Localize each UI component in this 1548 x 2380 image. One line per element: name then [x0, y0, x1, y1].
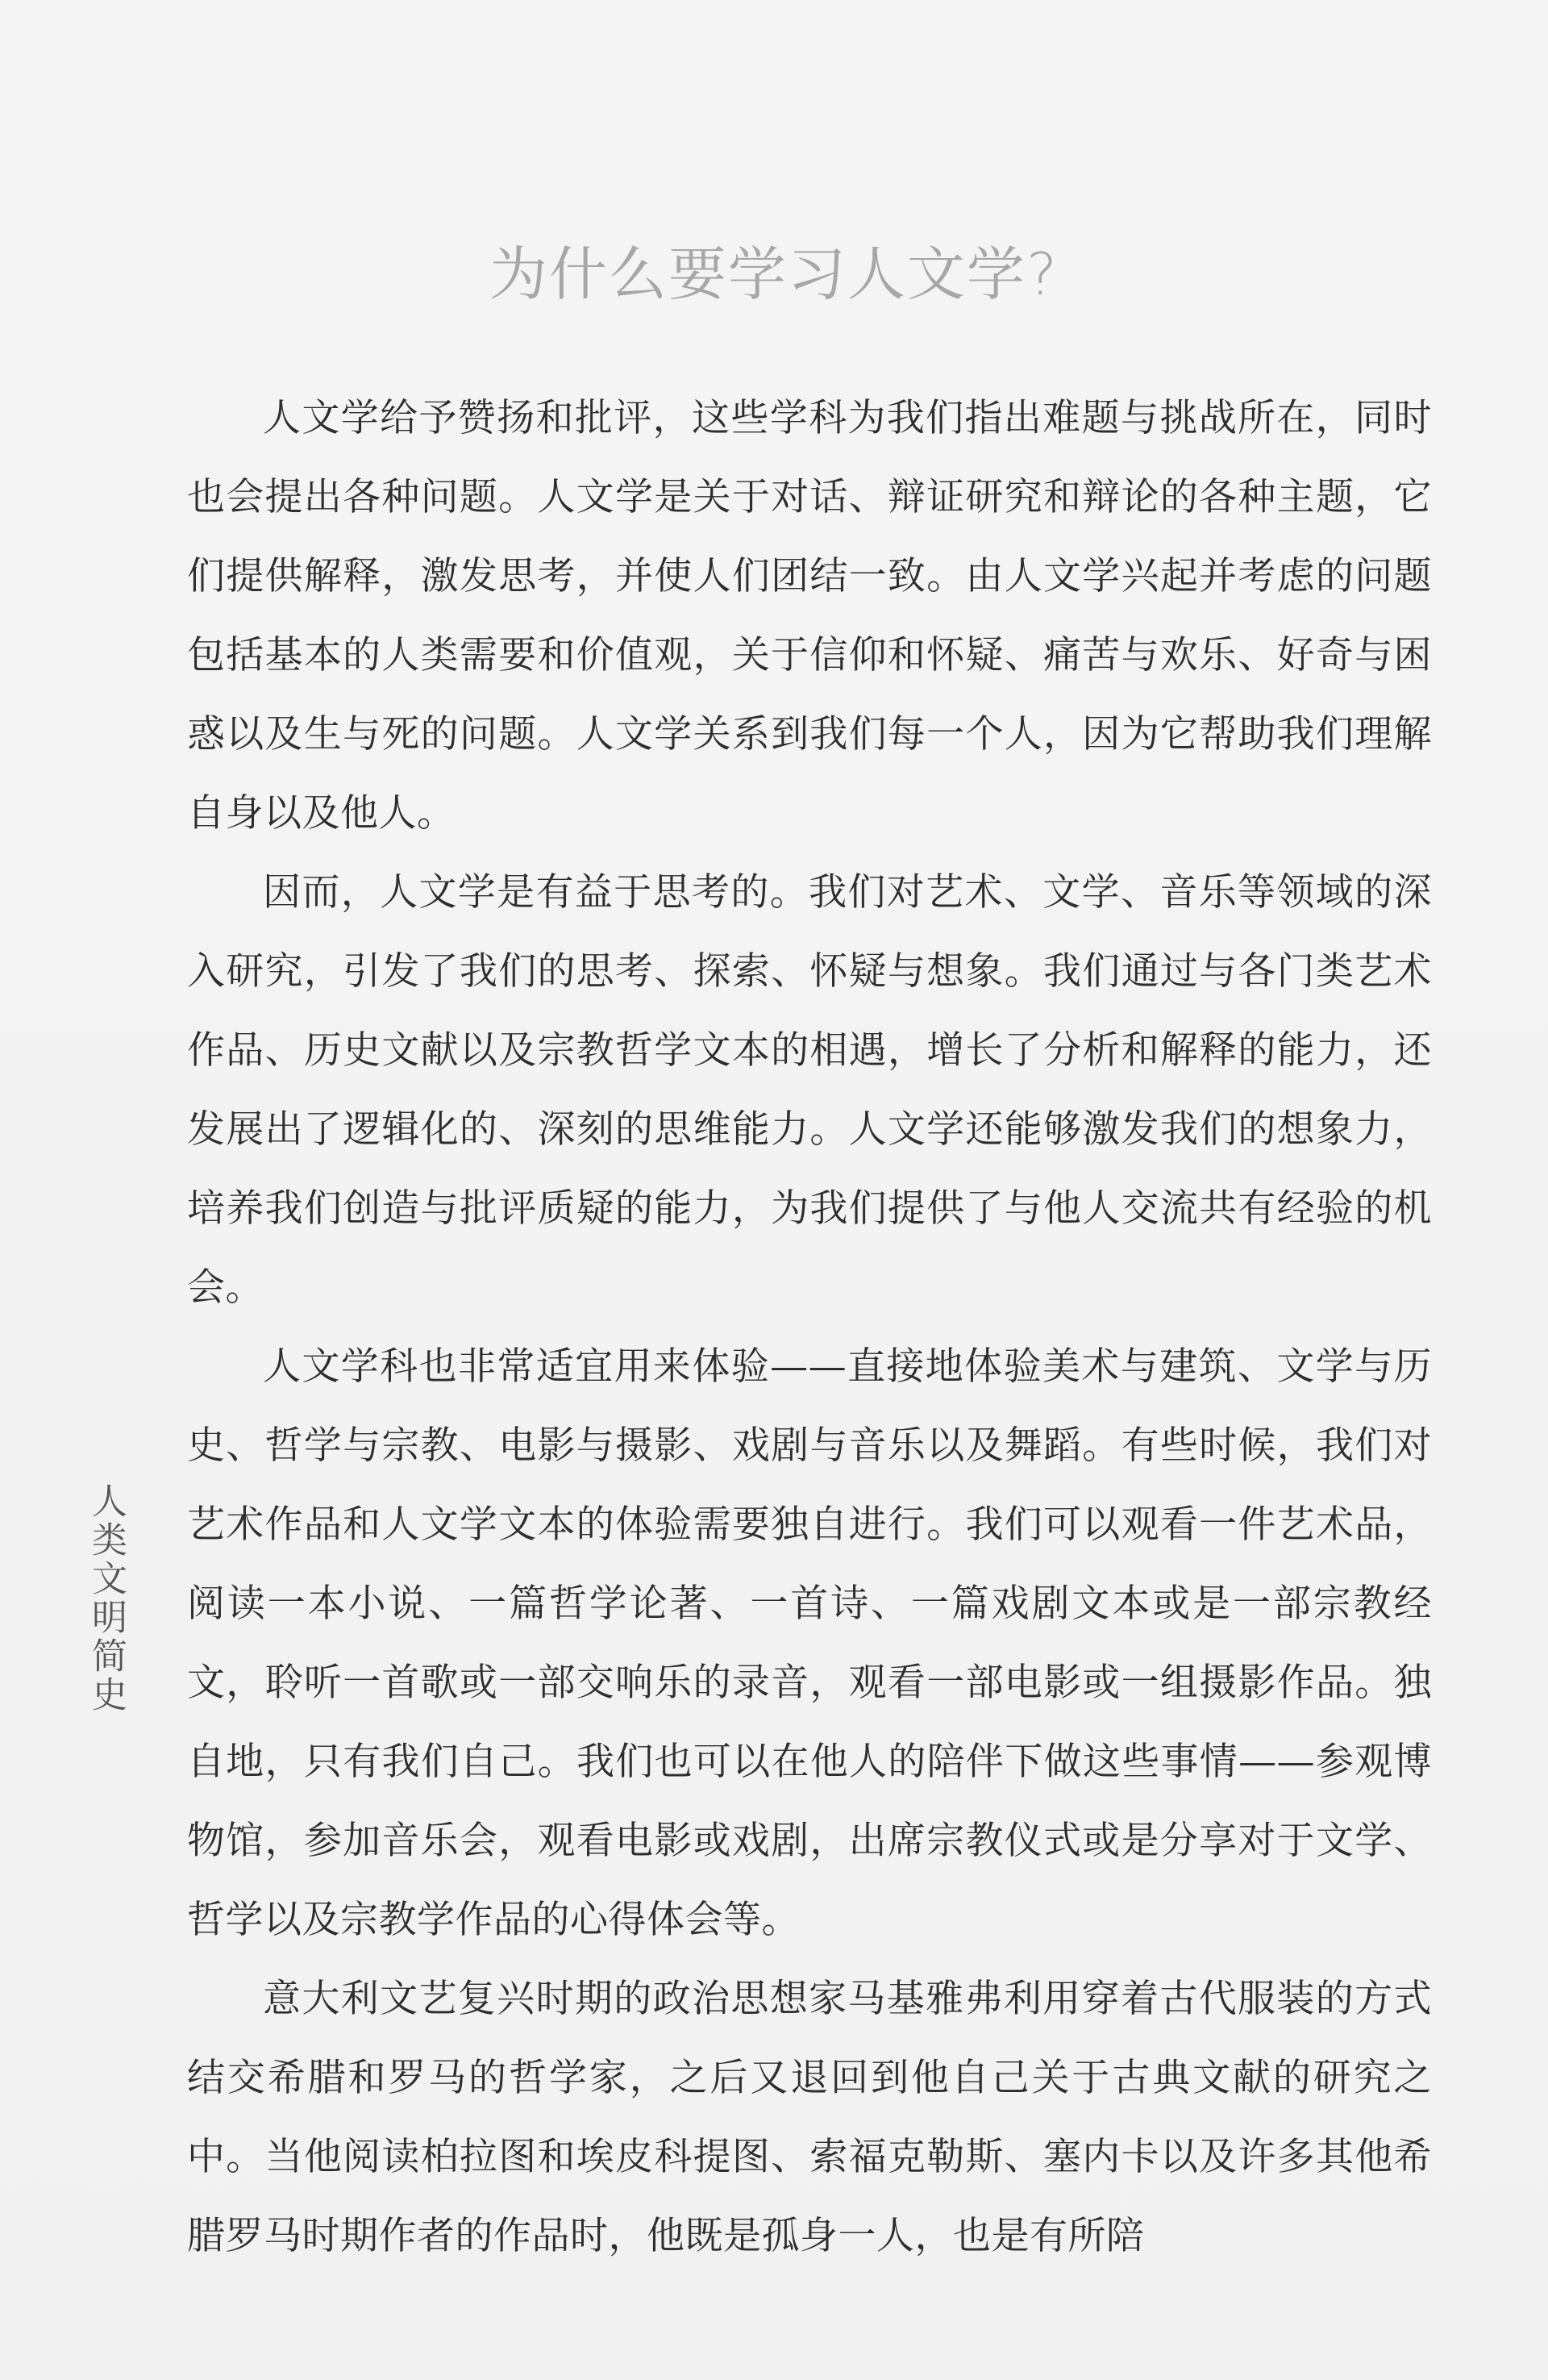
paragraph-1: 人文学给予赞扬和批评，这些学科为我们指出难题与挑战所在，同时也会提出各种问题。人文学是关于对话、辩证研究和辩论的各种主题，它们提供解释，激发思考，并使人们团结一致。由人文学兴起并考虑的问题包括基本的人类需要和价值观，关于信仰和怀疑、痛苦与欢乐、好奇与困惑以及生与死的问题。人文学关系到我们每一个人，因为它帮助我们理解自身以及他人。	[187, 396, 1432, 836]
paragraph-4: 意大利文艺复兴时期的政治思想家马基雅弗利用穿着古代服装的方式结交希腊和罗马的哲学家，之后又退回到他自己关于古典文献的研究之中。当他阅读柏拉图和埃皮科提图、索福克勒斯、塞内卡以及许多其他希腊罗马时期作者的作品时，他既是孤身一人，也是有所陪	[187, 1977, 1432, 2258]
body-text	[187, 379, 1432, 2276]
page-title: 为什么要学习人文学?	[489, 240, 1059, 308]
paragraph-2: 因而，人文学是有益于思考的。我们对艺术、文学、音乐等领域的深入研究，引发了我们的思考、探索、怀疑与想象。我们通过与各门类艺术作品、历史文献以及宗教哲学文本的相遇，增长了分析和解释的能力，还发展出了逻辑化的、深刻的思维能力。人文学还能够激发我们的想象力，培养我们创造与批评质疑的能力，为我们提供了与他人交流共有经验的机会。	[187, 870, 1432, 1310]
running-head-book-title: 人类文明简史	[85, 1482, 127, 1715]
paragraph-3: 人文学科也非常适宜用来体验——直接地体验美术与建筑、文学与历史、哲学与宗教、电影与摄影、戏剧与音乐以及舞蹈。有些时候，我们对艺术作品和人文学文本的体验需要独自进行。我们可以观看一件艺术品，阅读一本小说、一篇哲学论著、一首诗、一篇戏剧文本或是一部宗教经文，聆听一首歌或一部交响乐的录音，观看一部电影或一组摄影作品。独自地，只有我们自己。我们也可以在他人的陪伴下做这些事情——参观博物馆，参加音乐会，观看电影或戏剧，出席宗教仪式或是分享对于文学、哲学以及宗教学作品的心得体会等。	[187, 1344, 1432, 1942]
